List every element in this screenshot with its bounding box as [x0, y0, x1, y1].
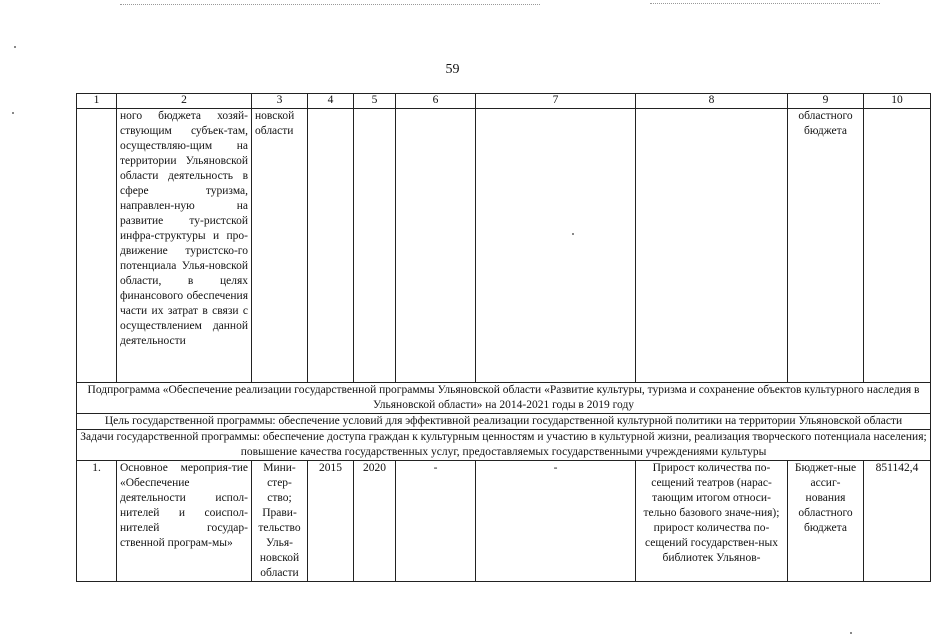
- measure-description: Основное мероприя-тие «Обеспечение деятельности испол-нителей и соиспол-нителей государ-ственной програм-мы»: [117, 461, 252, 582]
- subprogram-row: [77, 383, 931, 414]
- cell-empty: [396, 109, 476, 383]
- column-number: 1: [77, 94, 117, 109]
- column-number: 4: [308, 94, 354, 109]
- measure-end-year: 2020: [354, 461, 396, 582]
- scan-speck: [14, 46, 16, 48]
- scan-speck: [850, 632, 852, 634]
- cell-empty: [636, 109, 788, 383]
- scan-speck: [12, 112, 14, 114]
- column-number: 2: [117, 94, 252, 109]
- measure-col6: -: [396, 461, 476, 582]
- scan-noise-line: [120, 4, 540, 5]
- measure-start-year: 2015: [308, 461, 354, 582]
- measure-amount: 851142,4: [864, 461, 931, 582]
- column-number: 6: [396, 94, 476, 109]
- cell-empty: [864, 109, 931, 383]
- program-goal: Цель государственной программы: обеспечение условий для эффективной реализации государственной культурной политики на территории Ульяновской области: [77, 414, 931, 430]
- measure-row: [77, 461, 931, 582]
- column-number: 7: [476, 94, 636, 109]
- column-number: 5: [354, 94, 396, 109]
- cell-empty: [354, 109, 396, 383]
- scan-noise-line: [650, 3, 880, 4]
- program-tasks-line: Задачи государственной программы: обеспечение доступа граждан к культурным ценностям и участию в культурной жизни, реализация творческого потенциала населения;: [80, 431, 927, 443]
- tasks-row: [77, 430, 931, 461]
- column-number: 8: [636, 94, 788, 109]
- page-number: 59: [445, 62, 460, 77]
- subprogram-title: Подпрограмма «Обеспечение реализации государственной программы Ульяновской области «Развитие культуры, туризма и сохранение объектов культурного наследия в Ульяновской области» на 2014-2021 годы в 2019 году: [77, 383, 931, 414]
- measure-number: 1.: [77, 461, 117, 582]
- measure-responsible: Мини-стер-ство; Прави-тельство Улья-новской области: [252, 461, 308, 582]
- cell-empty: [77, 109, 117, 383]
- continued-row: [77, 109, 931, 383]
- cell-empty: [308, 109, 354, 383]
- measure-indicators: Прирост количества по-сещений театров (нарас-тающим итогом относи-тельно базового значе-ния); прирост количества по-сещений государствен-ных библиотек Ульянов-: [636, 461, 788, 582]
- column-number: 3: [252, 94, 308, 109]
- measure-col7: -: [476, 461, 636, 582]
- continued-measure-description: ного бюджета хозяй-ствующим субъек-там, осуществляю-щим на территории Ульяновской области деятельность в сфере туризма, направлен-ную на развитие ту-ристской инфра-структуры и про-движение туристско-го потенциала Улья-новской области, в целях финансового обеспечения части их затрат в связи с осуществлением данной деятельности: [117, 109, 252, 383]
- continued-funding-source: областного бюджета: [788, 109, 864, 383]
- column-number: 10: [864, 94, 931, 109]
- scan-speck: [572, 233, 574, 235]
- program-table: [76, 93, 931, 582]
- program-tasks-line: повышение качества государственных услуг, предоставляемых государственными учреждениями культуры: [240, 446, 767, 458]
- program-tasks: [77, 430, 931, 461]
- cell-empty: [476, 109, 636, 383]
- goal-row: [77, 414, 931, 430]
- measure-funding-source: Бюджет-ные ассиг-нования областного бюджета: [788, 461, 864, 582]
- column-number-row: [77, 94, 931, 109]
- column-number: 9: [788, 94, 864, 109]
- continued-responsible: новской области: [252, 109, 308, 383]
